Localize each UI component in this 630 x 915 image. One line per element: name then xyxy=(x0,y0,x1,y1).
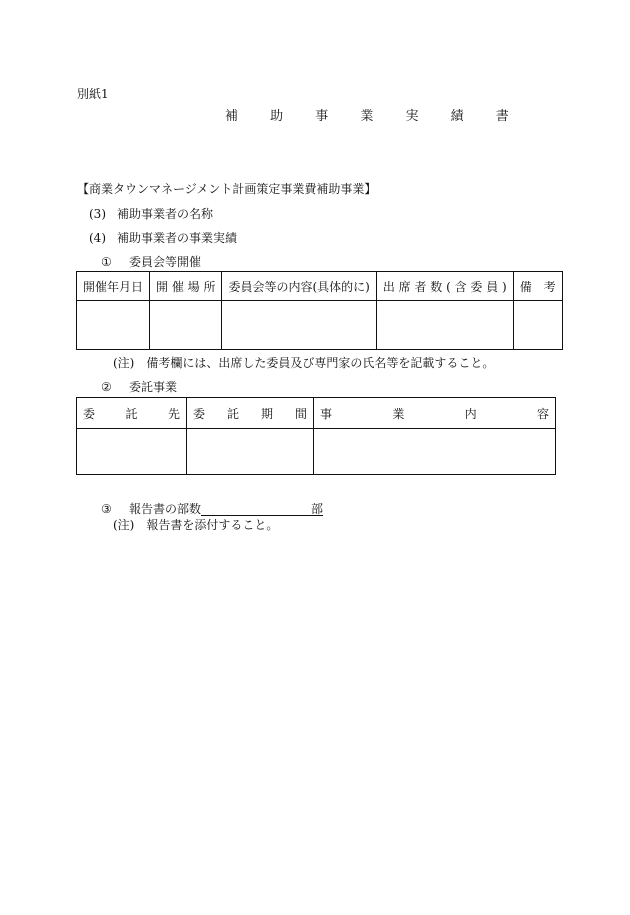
header-period-char: 委 xyxy=(193,406,206,421)
commission-table xyxy=(76,397,556,475)
header-business-char: 内 xyxy=(464,406,477,421)
sub-item-3 xyxy=(101,503,323,516)
header-content: 委員会等の内容(具体的に) xyxy=(222,272,376,301)
sub-item-1-text: 委員会等開催 xyxy=(129,255,202,269)
header-remarks: 備 考 xyxy=(513,272,562,301)
header-contractor-char: 委 xyxy=(83,406,96,421)
header-venue: 開 催 場 所 xyxy=(150,272,222,301)
header-period-char: 期 xyxy=(260,406,273,421)
committee-table-row xyxy=(77,301,563,350)
header-period-char: 託 xyxy=(226,406,239,421)
commission-table-header-row xyxy=(77,398,556,429)
note-2: (注) 報告書を添付すること。 xyxy=(113,518,279,532)
cell-business-content[interactable] xyxy=(314,429,556,475)
section-heading: 【商業タウンマネージメント計画策定事業費補助事業】 xyxy=(77,182,377,196)
commission-table-row xyxy=(77,429,556,475)
copies-field[interactable] xyxy=(201,503,323,516)
item-3 xyxy=(89,208,213,220)
cell-content[interactable] xyxy=(222,301,376,350)
cell-period[interactable] xyxy=(187,429,314,475)
header-business-content xyxy=(314,398,556,429)
copies-unit: 部 xyxy=(311,502,324,516)
sub-item-1 xyxy=(101,256,201,268)
cell-contractor[interactable] xyxy=(77,429,187,475)
item-3-text: 補助事業者の名称 xyxy=(117,207,214,221)
note-1: (注) 備考欄には、出席した委員及び専門家の氏名等を記載すること。 xyxy=(113,356,495,370)
header-business-char: 容 xyxy=(536,406,549,421)
sub-item-1-number: ① xyxy=(101,255,112,269)
header-contractor-char: 先 xyxy=(167,406,180,421)
item-4-number: (4) xyxy=(89,231,106,245)
sub-item-2-text: 委託事業 xyxy=(129,380,178,394)
header-period-char: 間 xyxy=(294,406,307,421)
sub-item-2-number: ② xyxy=(101,380,112,394)
cell-venue[interactable] xyxy=(150,301,222,350)
header-period xyxy=(187,398,314,429)
header-business-char: 事 xyxy=(320,406,333,421)
header-contractor-char: 託 xyxy=(125,406,138,421)
header-contractor xyxy=(77,398,187,429)
committee-table-header-row xyxy=(77,272,563,301)
document-title: 補 助 事 業 実 績 書 xyxy=(225,109,523,124)
header-date: 開催年月日 xyxy=(77,272,150,301)
sub-item-3-text: 報告書の部数 xyxy=(129,502,202,516)
sub-item-2 xyxy=(101,381,177,393)
header-business-char: 業 xyxy=(392,406,405,421)
sub-item-3-number: ③ xyxy=(101,502,112,516)
item-4 xyxy=(89,232,237,244)
cell-remarks[interactable] xyxy=(513,301,562,350)
committee-table xyxy=(76,271,563,350)
cell-attendees[interactable] xyxy=(376,301,513,350)
header-attendees: 出 席 者 数 ( 含 委 員 ) xyxy=(376,272,513,301)
cell-date[interactable] xyxy=(77,301,150,350)
item-3-number: (3) xyxy=(89,207,106,221)
attachment-label: 別紙1 xyxy=(77,87,109,101)
item-4-text: 補助事業者の事業実績 xyxy=(117,231,238,245)
